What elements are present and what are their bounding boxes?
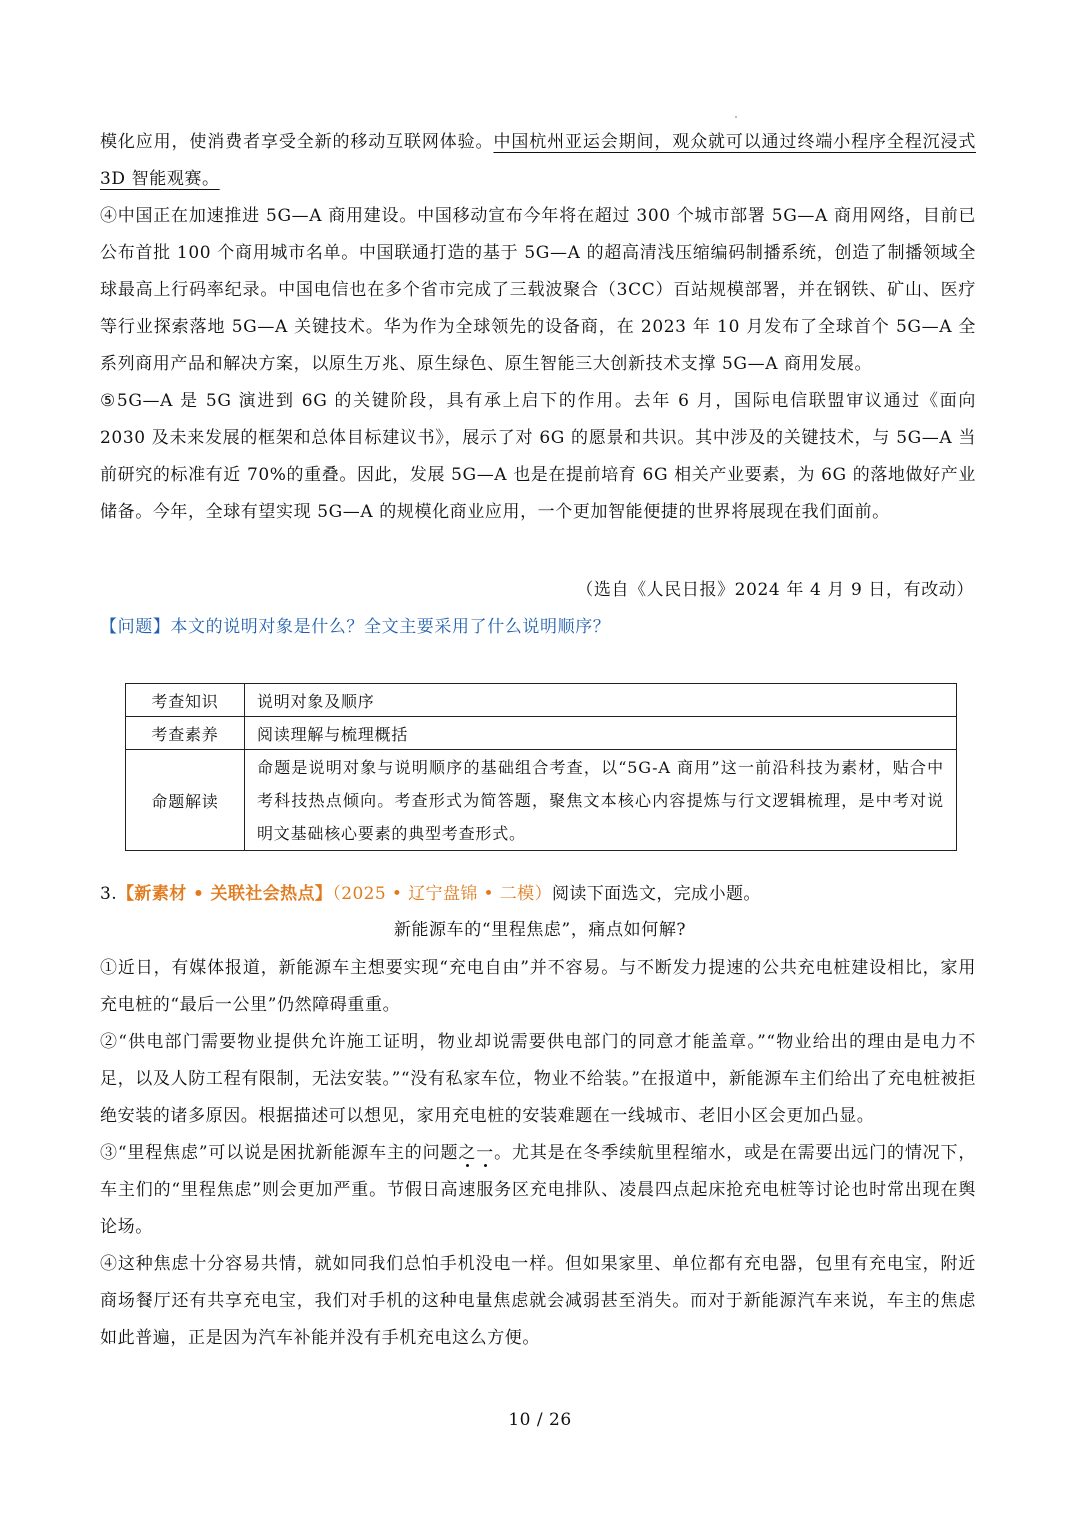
table-key-cell: 命题解读 (126, 750, 245, 851)
table-row (126, 684, 957, 717)
item-3-header (100, 876, 761, 913)
page-number: 10 / 26 (508, 1410, 572, 1430)
underlined-sentence: 中国杭州亚运会期间，观众就可以通过终端小程序全程沉浸式 3D 智能观赛。 (100, 132, 976, 189)
article-paragraph-4: ④这种焦虑十分容易共情，就如同我们总怕手机没电一样。但如果家里、单位都有充电器，包里有充电宝，附近商场餐厅还有共享充电宝，我们对手机的这种电量焦虑就会减弱甚至消失。而对于新能源汽车来说，车主的焦虑如此普遍，正是因为汽车补能并没有手机充电这么方便。 (100, 1254, 976, 1348)
item-number: 3. (100, 884, 118, 904)
item-source-tag: （2025 • 辽宁盘锦 • 二模） (332, 884, 552, 904)
article-paragraph-3 (100, 1135, 976, 1246)
source-citation: （选自《人民日报》2024 年 4 月 9 日，有改动） (576, 580, 974, 600)
scan-speck (735, 116, 737, 118)
question-prompt: 【问题】本文的说明对象是什么？全文主要采用了什么说明顺序？ (100, 617, 611, 637)
paragraph-3-text-before: ③“里程焦虑”可以说是困扰新能源车主的问题 (100, 1143, 459, 1163)
table-value-cell: 命题是说明对象与说明顺序的基础组合考查，以“5G-A 商用”这一前沿科技为素材，贴合中考科技热点倾向。考查形式为简答题，聚焦文本核心内容提炼与行文逻辑梳理，是中考对说明文基础核心要素的典型考查形式。 (245, 750, 957, 851)
item-tag: 【新素材 • 关联社会热点】 (117, 884, 333, 904)
table-key-cell: 考查知识 (126, 684, 245, 717)
table-row (126, 717, 957, 750)
emphasis-dotted-char: 一 (476, 1143, 495, 1163)
paragraph-continued (100, 124, 976, 198)
table-value-cell: 阅读理解与梳理概括 (245, 717, 957, 750)
paragraph-4: ④中国正在加速推进 5G—A 商用建设。中国移动宣布今年将在超过 300 个城市部署 5G—A 商用网络，目前已公布首批 100 个商用城市名单。中国联通打造的基于 5G—A 的超高清浅压缩编码制播系统，创造了制播领域全球最高上行码率纪录。中国电信也在多个省市完成了三载波聚合（3CC）百站规模部署，并在钢铁、矿山、医疗等行业探索落地 5G—A 关键技术。华为作为全球领先的设备商，在 2023 年 10 月发布了全球首个 5G—A 全系列商用产品和解决方案，以原生万兆、原生绿色、原生智能三大创新技术支撑 5G—A 商用发展。 (100, 206, 976, 374)
exam-info-table (125, 683, 957, 851)
article-title: 新能源车的“里程焦虑”，痛点如何解? (393, 920, 687, 940)
table-key-cell: 考查素养 (126, 717, 245, 750)
paragraph-5: ⑤5G—A 是 5G 演进到 6G 的关键阶段，具有承上启下的作用。去年 6 月，国际电信联盟审议通过《面向 2030 及未来发展的框架和总体目标建议书》，展示了对 6G 的愿景和共识。其中涉及的关键技术，与 5G—A 当前研究的标准有近 70%的重叠。因此，发展 5G—A 也是在提前培育 6G 相关产业要素，为 6G 的落地做好产业储备。今年，全球有望实现 5G—A 的规模化商业应用，一个更加智能便捷的世界将展现在我们面前。 (100, 391, 976, 522)
emphasis-dotted-char: 之 (458, 1143, 477, 1163)
paragraph-continued-text: 模化应用，使消费者享受全新的移动互联网体验。 (100, 132, 494, 152)
item-instruction: 阅读下面选文，完成小题。 (551, 884, 761, 904)
article-paragraph-2: ②“供电部门需要物业提供允许施工证明，物业却说需要供电部门的同意才能盖章。”“物业给出的理由是电力不足，以及人防工程有限制，无法安装。”“没有私家车位，物业不给装。”在报道中，新能源车主们给出了充电桩被拒绝安装的诸多原因。根据描述可以想见，家用充电桩的安装难题在一线城市、老旧小区会更加凸显。 (100, 1032, 976, 1126)
passage-part-1 (100, 124, 976, 531)
table-value-cell: 说明对象及顺序 (245, 684, 957, 717)
paragraph-3-text-after: 。尤其是在冬季续航里程缩水，或是在需要出远门的情况下，车主们的“里程焦虑”则会更加严重。节假日高速服务区充电排队、凌晨四点起床抢充电桩等讨论也时常出现在舆论场。 (100, 1143, 976, 1237)
table-row (126, 750, 957, 851)
article-paragraph-1: ①近日，有媒体报道，新能源车主想要实现“充电自由”并不容易。与不断发力提速的公共充电桩建设相比，家用充电桩的“最后一公里”仍然障碍重重。 (100, 958, 976, 1015)
passage-part-2 (100, 950, 976, 1357)
